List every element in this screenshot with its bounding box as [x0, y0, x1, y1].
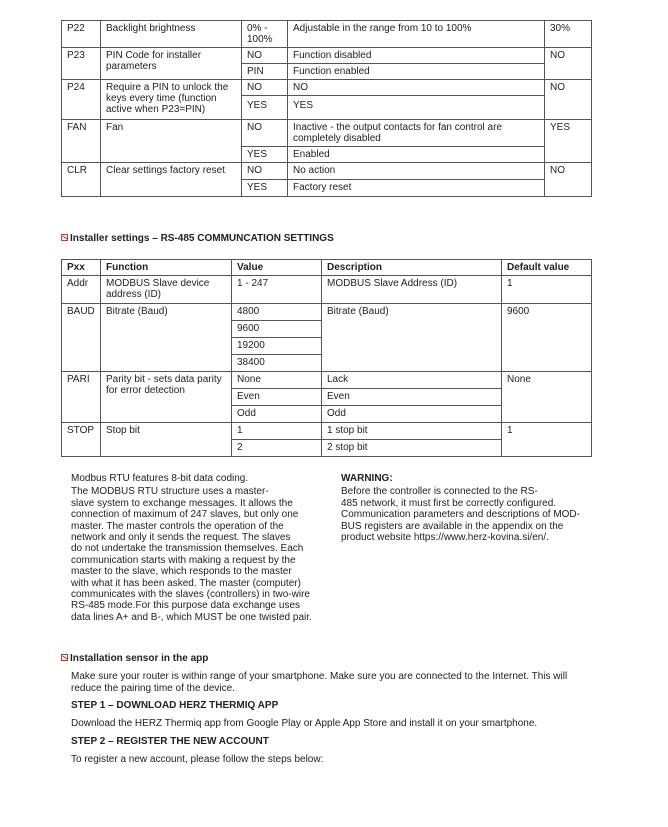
paragraph-line: master. The master controls the operation of the	[71, 520, 284, 532]
step2-title: STEP 2 – REGISTER THE NEW ACCOUNT	[71, 736, 269, 747]
warning-title: WARNING:	[341, 473, 393, 484]
paragraph-line: Modbus RTU features 8-bit data coding.	[71, 473, 249, 484]
parameters-table	[61, 20, 592, 197]
param-default: YES	[545, 120, 592, 163]
table-row	[62, 120, 592, 147]
param-description: No action	[288, 163, 545, 180]
param-value: 1 - 247	[232, 276, 322, 304]
column-header-description: Description	[322, 260, 502, 276]
param-value: YES	[242, 96, 288, 120]
param-code: P22	[62, 21, 101, 48]
modbus-info-paragraph	[71, 473, 341, 623]
column-header-pxx: Pxx	[62, 260, 101, 276]
table-row	[62, 423, 592, 440]
param-code: P24	[62, 80, 101, 120]
param-default: None	[502, 372, 592, 423]
param-function: MODBUS Slave device address (ID)	[101, 276, 232, 304]
param-value: 0% - 100%	[242, 21, 288, 48]
param-function: Require a PIN to unlock the keys every time (function active when P23=PIN)	[101, 80, 242, 120]
paragraph-line: communicates with the slaves (controllers) in two-wire	[71, 589, 310, 601]
step2-text: To register a new account, please follow the steps below:	[71, 754, 324, 765]
table-row	[62, 372, 592, 389]
param-description: Function disabled	[288, 48, 545, 64]
param-default: 1	[502, 276, 592, 304]
param-default: 1	[502, 423, 592, 457]
param-value: NO	[242, 163, 288, 180]
param-value: NO	[242, 80, 288, 96]
paragraph-line: Communication parameters and descriptions of MOD-	[341, 509, 580, 521]
table-row	[62, 163, 592, 180]
param-function: Bitrate (Baud)	[101, 304, 232, 372]
section-title: Installer settings – RS-485 COMMUNCATION SETTINGS	[70, 233, 334, 244]
column-header-function: Function	[101, 260, 232, 276]
paragraph-line: master to the slave, which responds to the master	[71, 566, 292, 578]
param-default: NO	[545, 80, 592, 120]
param-default: NO	[545, 163, 592, 197]
param-function: Backlight brightness	[101, 21, 242, 48]
param-value: Odd	[232, 406, 322, 423]
table-row	[62, 276, 592, 304]
table-row	[62, 304, 592, 321]
param-description: Odd	[322, 406, 502, 423]
section-heading-app	[61, 653, 208, 664]
param-function: Fan	[101, 120, 242, 163]
table-row	[62, 21, 592, 48]
param-code: PARI	[62, 372, 101, 423]
param-function: Parity bit - sets data parity for error detection	[101, 372, 232, 423]
rs485-settings-table	[61, 259, 592, 457]
paragraph-line: network and only it sends the request. The slaves	[71, 532, 291, 544]
app-intro-line-2: reduce the pairing time of the device.	[71, 683, 235, 694]
param-description: MODBUS Slave Address (ID)	[322, 276, 502, 304]
checkbox-marker-icon	[61, 234, 68, 241]
param-value: 9600	[232, 321, 322, 338]
param-value: NO	[242, 120, 288, 147]
paragraph-line: connection of maximum of 247 slaves, but only one	[71, 509, 299, 521]
column-header-value: Value	[232, 260, 322, 276]
param-default: 30%	[545, 21, 592, 48]
paragraph-line: communication starts with making a request by the	[71, 554, 296, 566]
param-code: P23	[62, 48, 101, 80]
param-code: STOP	[62, 423, 101, 457]
paragraph-line: 485 network, it must first be correctly configured.	[341, 497, 557, 509]
paragraph-line: RS-485 mode.For this purpose data exchange uses	[71, 600, 301, 612]
warning-box	[341, 473, 601, 543]
step1-text: Download the HERZ Thermiq app from Google Play or Apple App Store and install it on your smartphone.	[71, 718, 538, 729]
param-function: Stop bit	[101, 423, 232, 457]
param-description: Enabled	[288, 147, 545, 163]
param-value: Even	[232, 389, 322, 406]
param-value: YES	[242, 147, 288, 163]
table-row	[62, 48, 592, 64]
param-value: None	[232, 372, 322, 389]
table-row	[62, 80, 592, 96]
param-description: Lack	[322, 372, 502, 389]
param-description: Bitrate (Baud)	[322, 304, 502, 372]
checkbox-marker-icon	[61, 654, 68, 661]
param-value: 19200	[232, 338, 322, 355]
param-default: 9600	[502, 304, 592, 372]
step1-title: STEP 1 – DOWNLOAD HERZ THERMIQ APP	[71, 700, 279, 711]
param-value: 1	[232, 423, 322, 440]
paragraph-line: The MODBUS RTU structure uses a master-	[71, 486, 269, 498]
param-value: YES	[242, 180, 288, 197]
section-heading-rs485	[61, 233, 334, 244]
param-description: Even	[322, 389, 502, 406]
paragraph-line: do not undertake the transmission themselves. Each	[71, 543, 304, 555]
param-value: 4800	[232, 304, 322, 321]
param-code: BAUD	[62, 304, 101, 372]
param-value: NO	[242, 48, 288, 64]
section-title: Installation sensor in the app	[70, 653, 209, 664]
param-code: FAN	[62, 120, 101, 163]
param-function: Clear settings factory reset	[101, 163, 242, 197]
param-code: Addr	[62, 276, 101, 304]
param-description: 2 stop bit	[322, 440, 502, 457]
table-header-row	[62, 260, 592, 276]
param-description: Adjustable in the range from 10 to 100%	[288, 21, 545, 48]
paragraph-line: Before the controller is connected to the RS-	[341, 486, 538, 498]
param-value: 2	[232, 440, 322, 457]
param-value: 38400	[232, 355, 322, 372]
param-value: PIN	[242, 64, 288, 80]
param-description: Factory reset	[288, 180, 545, 197]
column-header-default: Default value	[502, 260, 592, 276]
paragraph-line: with what it has been asked. The master (computer)	[71, 577, 301, 589]
paragraph-line: BUS registers are available in the appendix on the	[341, 520, 564, 532]
param-description: Function enabled	[288, 64, 545, 80]
param-description: Inactive - the output contacts for fan control are completely disabled	[288, 120, 545, 147]
paragraph-line: slave system to exchange messages. It allows the	[71, 497, 293, 509]
param-description: YES	[288, 96, 545, 120]
param-code: CLR	[62, 163, 101, 197]
app-intro-line-1: Make sure your router is within range of your smartphone. Make sure you are connected to the Internet. This will	[71, 671, 568, 682]
paragraph-line: product website https://www.herz-kovina.si/en/.	[341, 532, 549, 544]
paragraph-line: data lines A+ and B-, which MUST be one twisted pair.	[71, 611, 312, 623]
param-function: PIN Code for installer parameters	[101, 48, 242, 80]
param-description: 1 stop bit	[322, 423, 502, 440]
param-default: NO	[545, 48, 592, 80]
param-description: NO	[288, 80, 545, 96]
